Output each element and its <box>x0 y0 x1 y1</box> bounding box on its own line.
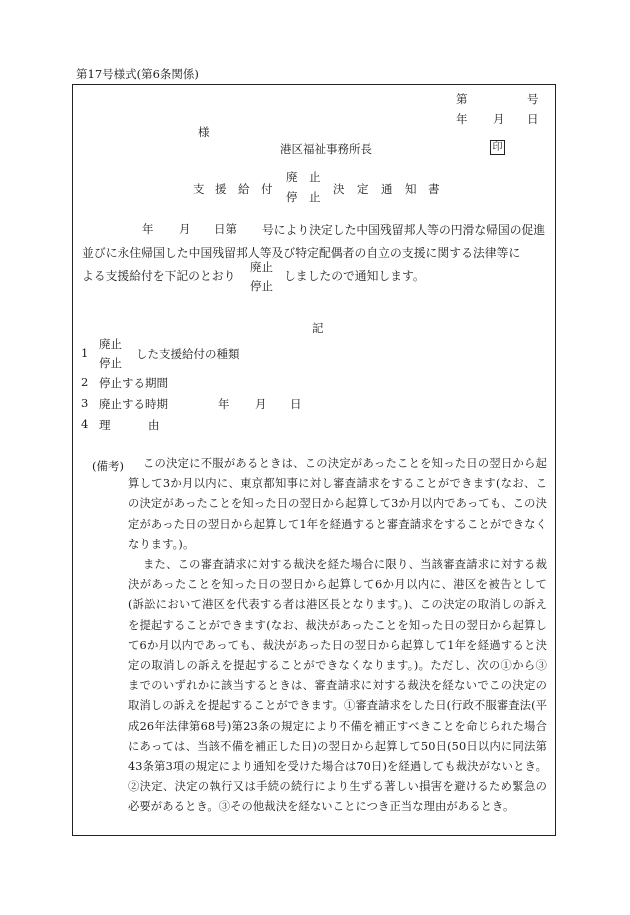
title-char: 書 <box>428 182 440 196</box>
ki-heading: 記 <box>312 321 324 335</box>
item-year: 年 <box>218 397 230 411</box>
seal-mark: 印 <box>490 140 505 155</box>
addressee-suffix: 様 <box>198 125 210 139</box>
remarks-paragraph-2: また、この審査請求に対する裁決を経た場合に限り、当該審査請求に対する裁決があったことを知った日の翌日から起算して6か月以内に、港区を被告として(訴訟において港区を代表する者は港区長となります。)、この決定の取消しの訴えを提起することができます(なお、裁決があったことを知った日の翌日から起算して6か月以内であっても、裁決があった日の翌日から起算して1年を経過すると決定の取消しの訴えを提起することができなくなります。)。ただし、次の①から③までのいずれかに該当するときは、審査請求に対する裁決を経ないでこの決定の取消しの訴えを提起することができます。①審査請求をした日(行政不服審査法(平成26年法律第68号)第23条の規定により不備を補正すべきことを命じられた場合にあっては、当該不備を補正した日)の翌日から起算して50日(50日以内に同法第43条第3項の規定により通知を受けた場合は70日)を経過しても裁決がないとき。②決定、決定の執行又は手続の続行により生ずる著しい損害を避けるため緊急の必要があるとき。③その他裁決を経ないことにつき正当な理由があるとき。 <box>128 558 547 814</box>
title-char: 知 <box>405 182 417 196</box>
remarks-paragraph-1: この決定に不服があるときは、この決定があったことを知った日の翌日から起算して3か月以内に、東京都知事に対し審査請求をすることができます(なお、この決定があったことを知った日の翌日から起算して3か月以内であっても、この決定があった日の翌日から起算して1年を経過すると審査請求をすることができなくなります。)。 <box>128 457 547 551</box>
body-line1: 号により決定した中国残留邦人等の円滑な帰国の促進 <box>262 223 546 237</box>
date-day: 日 <box>527 112 539 126</box>
issuer-name: 港区福祉事務所長 <box>280 142 372 156</box>
body-line3-head: よる支援給付を下記のとおり <box>82 269 236 283</box>
title-char: 決 <box>333 182 345 196</box>
item-number: 2 <box>81 375 89 389</box>
body-line3-tail: しましたので通知します。 <box>284 269 425 283</box>
item-option-stop: 停止 <box>99 356 122 370</box>
item-day: 日 <box>290 397 302 411</box>
body-date-day: 日第 <box>214 222 237 236</box>
item-number: 4 <box>81 417 89 431</box>
item-number: 1 <box>81 346 89 360</box>
item-option-abolish: 廃止 <box>99 337 122 351</box>
date-year: 年 <box>456 112 468 126</box>
form-number-label: 第17号様式(第6条関係) <box>76 67 199 81</box>
title-char: 通 <box>381 182 393 196</box>
item-text: 停止する期間 <box>99 376 168 390</box>
item-text: した支援給付の種類 <box>136 347 240 361</box>
item-number: 3 <box>81 396 89 410</box>
item-month: 月 <box>255 397 267 411</box>
title-option-abolish: 廃 止 <box>286 170 321 184</box>
body-date-year: 年 <box>142 222 154 236</box>
body-option-abolish: 廃止 <box>250 260 273 274</box>
title-char: 定 <box>357 182 369 196</box>
date-month: 月 <box>493 112 505 126</box>
title-char: 援 <box>215 182 227 196</box>
item-text: 廃止する時期 <box>99 397 168 411</box>
title-option-stop: 停 止 <box>286 190 321 204</box>
number-suffix: 号 <box>527 92 539 106</box>
title-char: 付 <box>261 182 273 196</box>
item-text: 由 <box>148 418 160 432</box>
title-char: 支 <box>193 182 205 196</box>
title-char: 給 <box>238 182 250 196</box>
item-text: 理 <box>99 418 111 432</box>
number-prefix: 第 <box>456 92 468 106</box>
body-line2: 並びに永住帰国した中国残留邦人等及び特定配偶者の自立の支援に関する法律等に <box>82 246 521 260</box>
remarks-label: (備考) <box>92 459 124 473</box>
body-option-stop: 停止 <box>250 279 273 293</box>
body-date-month: 月 <box>179 222 191 236</box>
